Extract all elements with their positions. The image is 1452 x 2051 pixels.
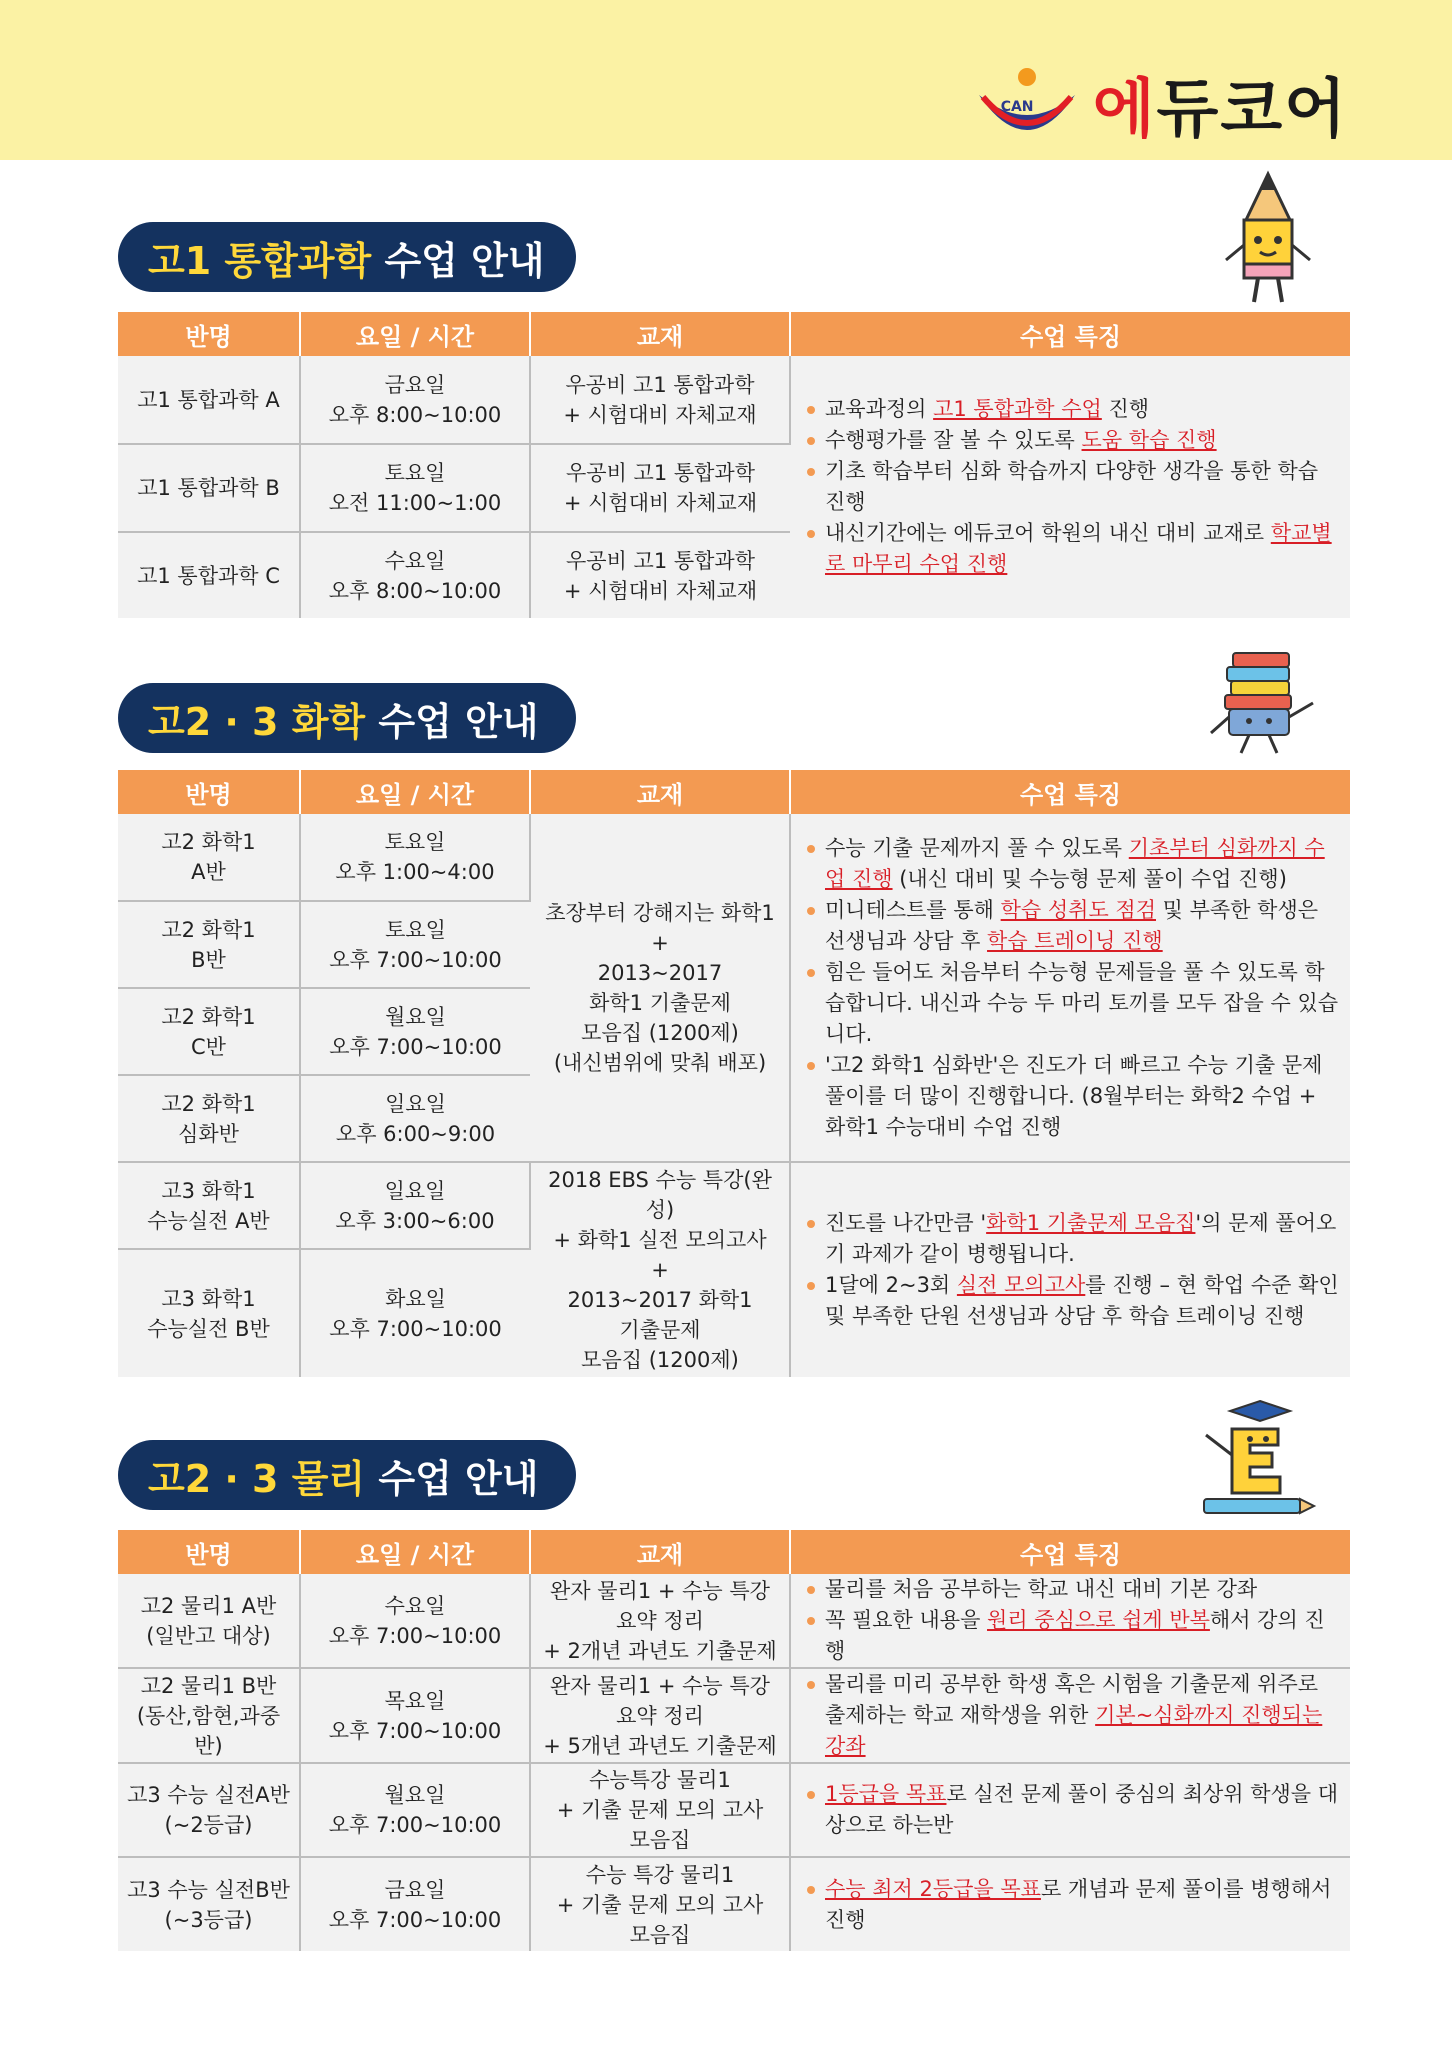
features-cell (790, 1574, 1350, 1668)
header-textbook: 교재 (530, 770, 790, 814)
table-row (118, 1857, 1350, 1951)
feature-item: 진도를 나간만큼 '화학1 기출문제 모음집'의 문제 풀어오기 과제가 같이 병행됩니다. (807, 1208, 1340, 1270)
textbook-cell: 완자 물리1 + 수능 특강 요약 정리 + 5개년 과년도 기출문제 (530, 1668, 790, 1763)
table-row (118, 814, 1350, 901)
class-cell: 고2 화학1 A반 (118, 814, 300, 901)
feature-item: 내신기간에는 에듀코어 학원의 내신 대비 교재로 학교별로 마무리 수업 진행 (807, 518, 1340, 580)
class-cell: 고2 화학1 심화반 (118, 1075, 300, 1162)
brand-name: 에듀코어 (1092, 73, 1348, 147)
textbook-cell: 수능 특강 물리1 + 기출 문제 모의 고사 모음집 (530, 1857, 790, 1951)
logo-can-text: CAN (1000, 99, 1034, 115)
letter-e-mascot-icon (1190, 1395, 1320, 1529)
features-cell (790, 1857, 1350, 1951)
textbook-cell: 완자 물리1 + 수능 특강 요약 정리 + 2개년 과년도 기출문제 (530, 1574, 790, 1668)
header-features: 수업 특징 (790, 770, 1350, 814)
time-cell: 월요일 오후 7:00~10:00 (300, 1763, 530, 1857)
features-cell (790, 356, 1350, 618)
table-row (118, 356, 1350, 444)
class-cell: 고3 수능 실전A반 (~2등급) (118, 1763, 300, 1857)
time-cell: 토요일 오전 11:00~1:00 (300, 444, 530, 532)
header-day-time: 요일 / 시간 (300, 312, 530, 356)
class-cell: 고2 화학1 B반 (118, 901, 300, 988)
feature-item: 1달에 2~3회 실전 모의고사를 진행 – 현 학업 수준 확인 및 부족한 단원 선생님과 상담 후 학습 트레이닝 진행 (807, 1270, 1340, 1332)
header-textbook: 교재 (530, 1530, 790, 1574)
time-cell: 수요일 오후 7:00~10:00 (300, 1574, 530, 1668)
time-cell: 수요일 오후 8:00~10:00 (300, 532, 530, 618)
textbook-cell: 수능특강 물리1 + 기출 문제 모의 고사 모음집 (530, 1763, 790, 1857)
feature-item: 꼭 필요한 내용을 원리 중심으로 쉽게 반복해서 강의 진행 (807, 1605, 1340, 1667)
header-class: 반명 (118, 312, 300, 356)
textbook-cell: 우공비 고1 통합과학 + 시험대비 자체교재 (530, 356, 790, 444)
class-cell: 고3 화학1 수능실전 A반 (118, 1162, 300, 1249)
class-cell: 고1 통합과학 C (118, 532, 300, 618)
table-row (118, 1763, 1350, 1857)
textbook-cell: 초장부터 강해지는 화학1 + 2013~2017 화학1 기출문제 모음집 (1200제) (내신범위에 맞춰 배포) (530, 814, 790, 1162)
header-features: 수업 특징 (790, 1530, 1350, 1574)
features-cell (790, 814, 1350, 1162)
class-cell: 고1 통합과학 B (118, 444, 300, 532)
time-cell: 금요일 오후 8:00~10:00 (300, 356, 530, 444)
class-cell: 고2 물리1 B반 (동산,함현,과중반) (118, 1668, 300, 1763)
chemistry-table (118, 770, 1350, 1377)
feature-item: 교육과정의 고1 통합과학 수업 진행 (807, 394, 1340, 425)
time-cell: 화요일 오후 7:00~10:00 (300, 1249, 530, 1377)
section-title-physics: 고2 · 3 물리 수업 안내 (118, 1440, 576, 1510)
table-row (118, 1162, 1350, 1249)
class-cell: 고3 화학1 수능실전 B반 (118, 1249, 300, 1377)
features-cell (790, 1763, 1350, 1857)
features-cell (790, 1162, 1350, 1377)
textbook-cell: 2018 EBS 수능 특강(완성) + 화학1 실전 모의고사 + 2013~2017 화학1 기출문제 모음집 (1200제) (530, 1162, 790, 1377)
class-cell: 고2 화학1 C반 (118, 988, 300, 1075)
header-day-time: 요일 / 시간 (300, 770, 530, 814)
feature-item: 힘은 들어도 처음부터 수능형 문제들을 풀 수 있도록 학습합니다. 내신과 수능 두 마리 토끼를 모두 잡을 수 있습니다. (807, 957, 1340, 1050)
books-mascot-icon (1205, 645, 1325, 764)
pencil-mascot-icon (1218, 170, 1318, 314)
logo (973, 58, 1348, 150)
section-title-chemistry: 고2 · 3 화학 수업 안내 (118, 683, 576, 753)
time-cell: 일요일 오후 3:00~6:00 (300, 1162, 530, 1249)
integrated-science-table (118, 312, 1350, 618)
feature-item: 기초 학습부터 심화 학습까지 다양한 생각을 통한 학습 진행 (807, 456, 1340, 518)
class-cell: 고2 물리1 A반 (일반고 대상) (118, 1574, 300, 1668)
header-class: 반명 (118, 770, 300, 814)
logo-mark (973, 65, 1081, 143)
section-title-integrated-science: 고1 통합과학 수업 안내 (118, 222, 576, 292)
class-cell: 고1 통합과학 A (118, 356, 300, 444)
header-textbook: 교재 (530, 312, 790, 356)
feature-item: 미니테스트를 통해 학습 성취도 점검 및 부족한 학생은 선생님과 상담 후 학습 트레이닝 진행 (807, 895, 1340, 957)
feature-item: 수행평가를 잘 볼 수 있도록 도움 학습 진행 (807, 425, 1340, 456)
time-cell: 일요일 오후 6:00~9:00 (300, 1075, 530, 1162)
textbook-cell: 우공비 고1 통합과학 + 시험대비 자체교재 (530, 532, 790, 618)
feature-item: 수능 기출 문제까지 풀 수 있도록 기초부터 심화까지 수업 진행 (내신 대비 및 수능형 문제 풀이 수업 진행) (807, 833, 1340, 895)
time-cell: 월요일 오후 7:00~10:00 (300, 988, 530, 1075)
header-class: 반명 (118, 1530, 300, 1574)
time-cell: 목요일 오후 7:00~10:00 (300, 1668, 530, 1763)
features-cell (790, 1668, 1350, 1763)
feature-item: 물리를 미리 공부한 학생 혹은 시험을 기출문제 위주로 출제하는 학교 재학생을 위한 기본~심화까지 진행되는 강좌 (807, 1669, 1340, 1762)
header-day-time: 요일 / 시간 (300, 1530, 530, 1574)
class-cell: 고3 수능 실전B반 (~3등급) (118, 1857, 300, 1951)
time-cell: 토요일 오후 1:00~4:00 (300, 814, 530, 901)
feature-item: 수능 최저 2등급을 목표로 개념과 문제 풀이를 병행해서 진행 (807, 1874, 1340, 1936)
header-features: 수업 특징 (790, 312, 1350, 356)
textbook-cell: 우공비 고1 통합과학 + 시험대비 자체교재 (530, 444, 790, 532)
table-row (118, 1574, 1350, 1668)
table-row (118, 1668, 1350, 1763)
time-cell: 금요일 오후 7:00~10:00 (300, 1857, 530, 1951)
feature-item: '고2 화학1 심화반'은 진도가 더 빠르고 수능 기출 문제 풀이를 더 많이 진행합니다. (8월부터는 화학2 수업 + 화학1 수능대비 수업 진행 (807, 1050, 1340, 1143)
physics-table (118, 1530, 1350, 1951)
feature-item: 물리를 처음 공부하는 학교 내신 대비 기본 강좌 (807, 1574, 1340, 1605)
time-cell: 토요일 오후 7:00~10:00 (300, 901, 530, 988)
feature-item: 1등급을 목표로 실전 문제 풀이 중심의 최상위 학생을 대상으로 하는반 (807, 1779, 1340, 1841)
